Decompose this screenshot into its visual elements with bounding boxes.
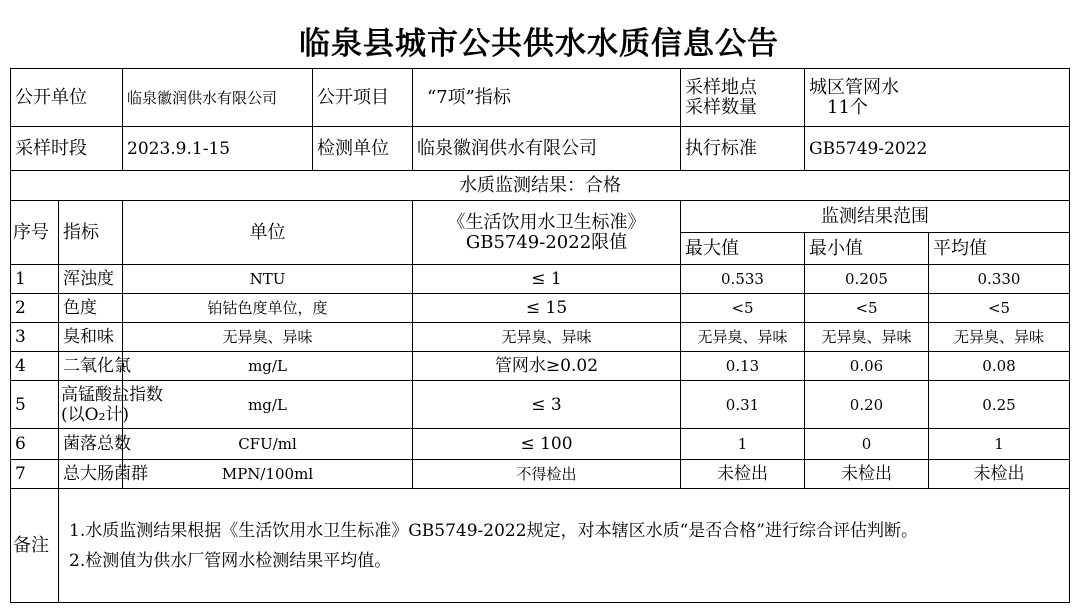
row-limit: ≤ 1 [413, 265, 681, 294]
row-avg: 无异臭、异味 [929, 323, 1070, 352]
col-seq: 序号 [11, 201, 59, 265]
table-row [11, 294, 1070, 323]
row-max: 0.533 [681, 265, 805, 294]
row-max: 0.31 [681, 381, 805, 429]
col-unit: 单位 [123, 201, 413, 265]
row-indicator: 浑浊度 [59, 265, 123, 294]
row-indicator: 总大肠菌群 [59, 460, 123, 489]
row-min: 无异臭、异味 [805, 323, 929, 352]
row-min: 0.20 [805, 381, 929, 429]
publish-item-label: 公开项目 [313, 69, 413, 127]
row-indicator: 二氧化氯 [59, 352, 123, 381]
row-indicator: 色度 [59, 294, 123, 323]
notes-content [59, 489, 1070, 603]
row-max: 0.13 [681, 352, 805, 381]
publish-item-value: “7项”指标 [413, 69, 681, 127]
row-unit: mg/L [123, 352, 413, 381]
row-unit: CFU/ml [123, 429, 413, 460]
row-indicator-line1: 高锰酸盐指数 [61, 384, 163, 405]
result-summary: 水质监测结果：合格 [11, 171, 1070, 201]
table-row [11, 381, 1070, 429]
row-indicator: 菌落总数 [59, 429, 123, 460]
row-unit: mg/L [123, 381, 413, 429]
sampling-period-value: 2023.9.1-15 [123, 127, 313, 171]
col-indicator: 指标 [59, 201, 123, 265]
row-seq: 7 [11, 460, 59, 489]
notes-line2: 2.检测值为供水厂管网水检测结果平均值。 [69, 550, 392, 571]
sampling-location-count-labels [681, 69, 805, 127]
table-row [11, 460, 1070, 489]
row-seq: 3 [11, 323, 59, 352]
row-avg: 0.330 [929, 265, 1070, 294]
test-unit-label: 检测单位 [313, 127, 413, 171]
row-unit: MPN/100ml [123, 460, 413, 489]
row-indicator: 臭和味 [59, 323, 123, 352]
row-seq: 4 [11, 352, 59, 381]
row-avg: 0.08 [929, 352, 1070, 381]
table-row [11, 265, 1070, 294]
row-max: <5 [681, 294, 805, 323]
water-quality-table [10, 68, 1070, 603]
row-min: 0.06 [805, 352, 929, 381]
row-limit: 不得检出 [413, 460, 681, 489]
col-max: 最大值 [681, 233, 805, 265]
row-max: 无异臭、异味 [681, 323, 805, 352]
col-limit-line1: 《生活饮用水卫生标准》 [447, 211, 646, 233]
publish-unit-value: 临泉徽润供水有限公司 [123, 69, 313, 127]
notes-label: 备注 [11, 489, 59, 603]
sampling-period-label: 采样时段 [11, 127, 123, 171]
row-unit: 无异臭、异味 [123, 323, 413, 352]
row-avg: <5 [929, 294, 1070, 323]
row-unit: NTU [123, 265, 413, 294]
row-min: 0 [805, 429, 929, 460]
row-min: <5 [805, 294, 929, 323]
col-min: 最小值 [805, 233, 929, 265]
row-limit: 无异臭、异味 [413, 323, 681, 352]
standard-value: GB5749-2022 [805, 127, 1070, 171]
row-max: 未检出 [681, 460, 805, 489]
test-unit-value: 临泉徽润供水有限公司 [413, 127, 681, 171]
sampling-count-label: 采样数量 [685, 96, 757, 118]
row-min: 未检出 [805, 460, 929, 489]
row-unit: 铂钴色度单位，度 [123, 294, 413, 323]
row-indicator [59, 381, 163, 429]
table-row [11, 352, 1070, 381]
row-avg: 0.25 [929, 381, 1070, 429]
standard-label: 执行标准 [681, 127, 805, 171]
col-range: 监测结果范围 [681, 201, 1070, 233]
row-min: 0.205 [805, 265, 929, 294]
row-limit: ≤ 3 [413, 381, 681, 429]
row-avg: 未检出 [929, 460, 1070, 489]
row-max: 1 [681, 429, 805, 460]
table-row [11, 323, 1070, 352]
row-seq: 5 [11, 381, 59, 429]
sampling-count-value: 11个 [827, 96, 868, 118]
row-limit: ≤ 15 [413, 294, 681, 323]
sampling-location-value: 城区管网水 [809, 76, 899, 98]
publish-unit-label: 公开单位 [11, 69, 123, 127]
row-limit: ≤ 100 [413, 429, 681, 460]
sampling-location-label: 采样地点 [685, 76, 757, 98]
row-indicator-line2: (以O₂计) [61, 404, 130, 425]
row-limit: 管网水≥0.02 [413, 352, 681, 381]
table-row [11, 429, 1070, 460]
row-seq: 1 [11, 265, 59, 294]
col-avg: 平均值 [929, 233, 1070, 265]
row-seq: 2 [11, 294, 59, 323]
col-limit [413, 201, 681, 265]
row-avg: 1 [929, 429, 1070, 460]
page-title: 临泉县城市公共供水水质信息公告 [299, 26, 779, 62]
sampling-location-count-values [805, 69, 1070, 127]
notes-line1: 1.水质监测结果根据《生活饮用水卫生标准》GB5749-2022规定，对本辖区水质“是否合格”进行综合评估判断。 [69, 520, 918, 541]
col-limit-line2: GB5749-2022限值 [465, 231, 628, 253]
row-seq: 6 [11, 429, 59, 460]
